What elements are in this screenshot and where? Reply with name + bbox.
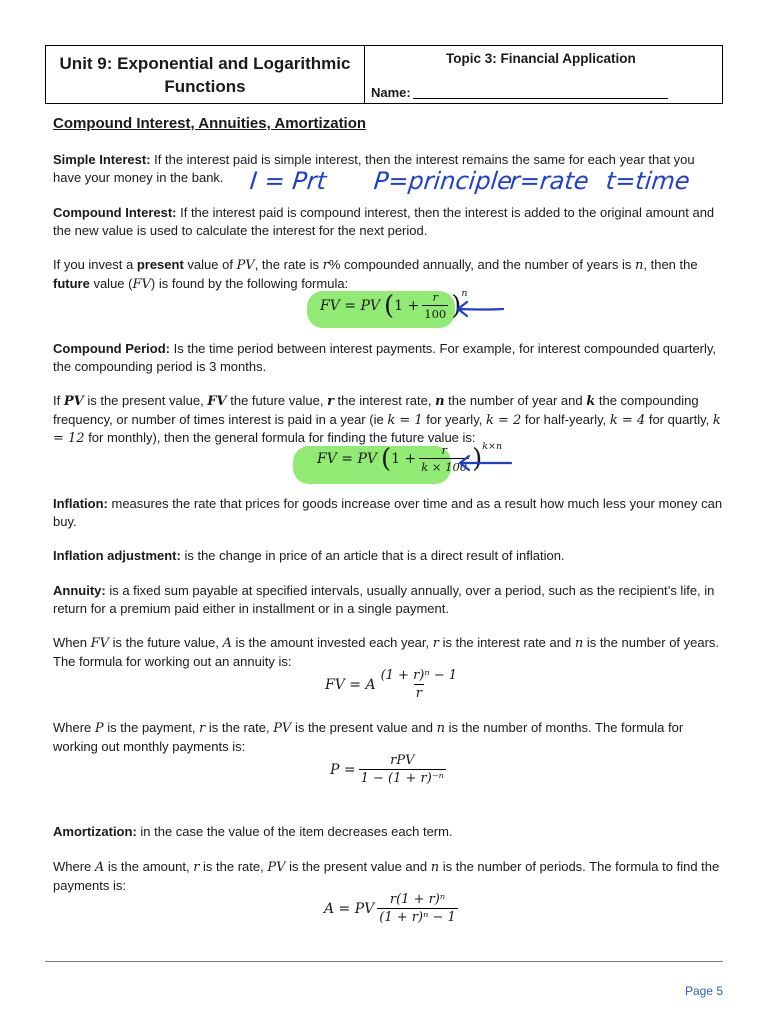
inflation-label: Inflation: (53, 496, 108, 511)
general-formula-paragraph: If PV is the present value, FV the future value, r the interest rate, n the number of year and k the compounding frequency, or number of times interest is paid in a year (ie k = 1 for yearly, k = 2 for half-yearly, k = 4 for quartly, k = 12 for monthly), then the general formula for finding the future value is: (53, 393, 721, 446)
name-input-line[interactable] (413, 98, 668, 99)
simple-interest-label: Simple Interest: (53, 152, 151, 167)
compound-interest-paragraph (53, 204, 723, 239)
page-number: Page 5 (684, 984, 723, 998)
annuity-formula-paragraph: When FV is the future value, A is the amount invested each year, r is the interest rate and n is the number of years. The formula for working out an annuity is: (53, 635, 720, 669)
payment-paragraph: Where P is the payment, r is the rate, PV is the present value and n is the number of months. The formula for working out monthly payments is: (53, 720, 684, 754)
simple-interest-text: If the interest paid is simple interest, then the interest remains the same for each year that you have your money in the bank. (53, 152, 695, 185)
arrow-icon (457, 454, 513, 472)
amortization-text: in the case the value of the item decreases each term. (136, 824, 453, 839)
inflation-adjustment-text: is the change in price of an article that is a direct result of inflation. (180, 548, 565, 563)
handwritten-r-definition: r=rate (508, 167, 591, 195)
formula-lhs: FV = A (325, 676, 376, 693)
section-title: Compound Interest, Annuities, Amortization (53, 115, 367, 132)
formula-lhs: A = PV (324, 900, 375, 917)
inflation-adjustment-paragraph (53, 547, 723, 565)
compound-interest-text: If the interest paid is compound interest, then the interest is added to the original amount and the new value is used to calculate the interest for the next period. (53, 205, 715, 238)
monthly-payment-formula: P = $\frac{\text{rPV}}{\text{1 − (1 + r)⁻ⁿ}}$ (330, 753, 444, 786)
inflation-paragraph (53, 495, 723, 530)
annuity-text: is a fixed sum payable at specified intervals, usually annually, over a period, such as the recipient’s life, in return for a premium paid either in installment or in a single payment. (53, 583, 715, 616)
amortization-paragraph (53, 823, 723, 841)
footer-divider (45, 961, 723, 962)
amortization-formula-paragraph: Where A is the amount, r is the rate, PV is the present value and n is the number of periods. The formula to find the payments is: (53, 859, 720, 893)
compound-interest-label: Compound Interest: (53, 205, 177, 220)
compound-annual-formula: FV = PV ( 1 + $\frac{r}{100}$ ) $^n$ (320, 288, 468, 321)
header-table (45, 45, 723, 104)
amortization-formula: A = PV $\frac{\text{r(1 + r)ⁿ}}{\text{(1 + r)ⁿ − 1}}$ (324, 892, 456, 925)
arrow-icon (455, 300, 505, 318)
handwritten-formula: I = Prt (248, 167, 328, 195)
handwritten-t-definition: t=time (604, 167, 692, 195)
compound-general-formula: FV = PV ( 1 + $\frac{r}{k \times 100}$ ) $^{k\times n}$ (317, 441, 503, 474)
unit-title: Unit 9: Exponential and Logarithmic Functions (46, 46, 365, 103)
compound-period-text: Is the time period between interest payments. For example, for interest compounded quarterly, the compounding period is 3 months. (53, 341, 717, 374)
name-label: Name: (371, 85, 411, 100)
formula-lhs: P = (330, 761, 356, 778)
annuity-formula: FV = A $\frac{\text{(1 + r)ⁿ − 1}}{r}$ (325, 668, 458, 701)
formula-lhs: FV = PV (320, 297, 380, 314)
compound-period-label: Compound Period: (53, 341, 170, 356)
annuity-label: Annuity: (53, 583, 106, 598)
formula-lhs: FV = PV (317, 450, 377, 467)
compound-period-paragraph (53, 340, 723, 375)
handwritten-p-definition: P=principle (372, 167, 514, 195)
invest-paragraph: If you invest a present value of PV, the rate is r% compounded annually, and the number of years is n, then the future value (FV) is found by the following formula: (53, 257, 698, 292)
topic-title: Topic 3: Financial Application (446, 51, 636, 66)
inflation-text: measures the rate that prices for goods increase over time and as a result how much less your money can buy. (53, 496, 723, 529)
inflation-adjustment-label: Inflation adjustment: (53, 548, 181, 563)
amortization-label: Amortization: (53, 824, 137, 839)
annuity-paragraph (53, 582, 723, 617)
